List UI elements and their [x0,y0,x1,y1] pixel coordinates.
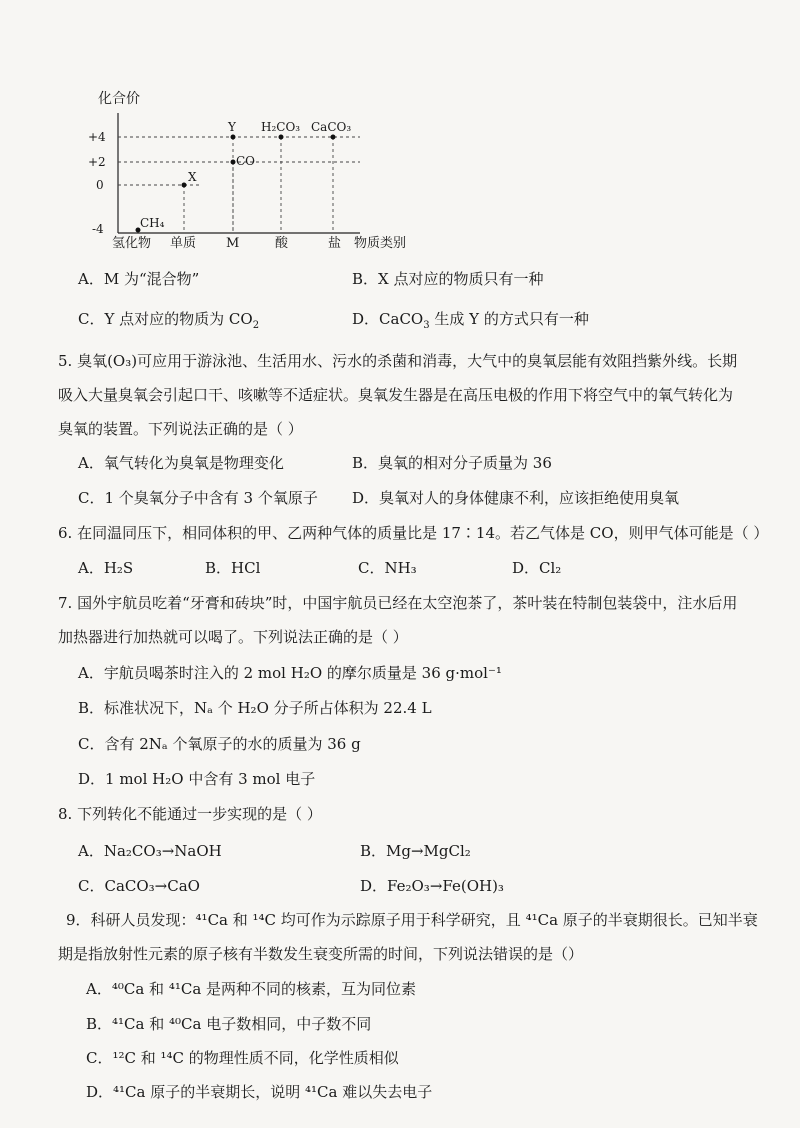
q6-option-a: A．H₂S [78,559,134,577]
data-point [331,135,336,140]
x-category-label: 盐 [328,236,342,251]
q7-stem-line2: 加热器进行加热就可以喝了。下列说法正确的是（ ） [58,628,408,646]
q4-option-c: C．Y 点对应的物质为 $CO_2$ [78,310,260,331]
y-tick-label: 0 [96,178,104,192]
x-axis-label: 物质类别 [354,236,407,251]
data-point [231,160,236,165]
y-axis-label: 化合价 [98,91,140,107]
q6-option-b: B．HCl [205,559,261,577]
x-category-label: M [226,236,240,251]
q4-option-b: B．X 点对应的物质只有一种 [352,270,544,288]
data-point [231,135,236,140]
q8-option-b: B．Mg→MgCl₂ [360,842,471,860]
x-category-label: 氢化物 [112,236,152,251]
q6-option-c: C．NH₃ [358,559,417,577]
q5-stem-line3: 臭氧的装置。下列说法正确的是（ ） [58,420,303,438]
x-category-label: 单质 [170,236,197,251]
point-label: CO [236,154,256,168]
q7-option-a: A．宇航员喝茶时注入的 2 mol H₂O 的摩尔质量是 36 g·mol⁻¹ [78,664,502,682]
point-label: CaCO₃ [311,120,352,134]
q7-option-d: D．1 mol H₂O 中含有 3 mol 电子 [78,770,316,788]
q6-stem: 6. 在同温同压下，相同体积的甲、乙两种气体的质量比是 17∶14。若乙气体是 CO，则甲气体可能是（ ） [58,524,769,542]
y-tick-label: +2 [88,155,106,169]
data-point [279,135,284,140]
q9-stem-line2: 期是指放射性元素的原子核有半数发生衰变所需的时间，下列说法错误的是（） [58,945,584,963]
q5-stem-line1: 5. 臭氧(O₃)可应用于游泳池、生活用水、污水的杀菌和消毒，大气中的臭氧层能有效阻挡紫外线。长期 [58,352,738,370]
q5-stem-line2: 吸入大量臭氧会引起口干、咳嗽等不适症状。臭氧发生器是在高压电极的作用下将空气中的氧气转化为 [58,386,734,404]
data-point [182,183,187,188]
point-label: Y [228,120,236,134]
q9-option-b: B．⁴¹Ca 和 ⁴⁰Ca 电子数相同，中子数不同 [86,1015,372,1033]
q4-option-d: D．CaCO$_3$ 生成 Y 的方式只有一种 [352,310,589,331]
x-category-label: 酸 [275,236,289,251]
q9-option-a: A．⁴⁰Ca 和 ⁴¹Ca 是两种不同的核素，互为同位素 [86,980,417,998]
q4-option-a: A．M 为“混合物” [78,270,200,288]
q5-option-c: C．1 个臭氧分子中含有 3 个氧原子 [78,489,318,507]
q5-option-b: B．臭氧的相对分子质量为 36 [352,454,552,472]
q9-stem-line1: 9．科研人员发现：⁴¹Ca 和 ¹⁴C 均可作为示踪原子用于科学研究，且 ⁴¹Ca 原子的半衰期很长。已知半衰 [66,911,758,929]
point-label: X [188,170,197,184]
point-label: CH₄ [140,216,165,230]
q7-option-b: B．标准状况下，Nₐ 个 H₂O 分子所占体积为 22.4 L [78,699,432,717]
valence-category-chart [70,85,430,255]
q8-stem: 8. 下列转化不能通过一步实现的是（ ） [58,805,322,823]
q8-option-a: A．Na₂CO₃→NaOH [78,842,222,860]
q9-option-d: D．⁴¹Ca 原子的半衰期长，说明 ⁴¹Ca 难以失去电子 [86,1083,433,1101]
q6-option-d: D．Cl₂ [512,559,562,577]
y-tick-label: -4 [92,222,104,236]
point-label: H₂CO₃ [261,120,301,134]
q9-option-c: C．¹²C 和 ¹⁴C 的物理性质不同，化学性质相似 [86,1049,399,1067]
q5-option-d: D．臭氧对人的身体健康不利，应该拒绝使用臭氧 [352,489,680,507]
q8-option-d: D．Fe₂O₃→Fe(OH)₃ [360,877,504,895]
q8-option-c: C．CaCO₃→CaO [78,877,200,895]
q7-option-c: C．含有 2Nₐ 个氧原子的水的质量为 36 g [78,735,361,753]
y-tick-label: +4 [88,130,106,144]
q7-stem-line1: 7. 国外宇航员吃着“牙膏和砖块”时，中国宇航员已经在太空泡茶了，茶叶装在特制包装袋中，注水后用 [58,594,738,612]
q5-option-a: A．氧气转化为臭氧是物理变化 [78,454,284,472]
